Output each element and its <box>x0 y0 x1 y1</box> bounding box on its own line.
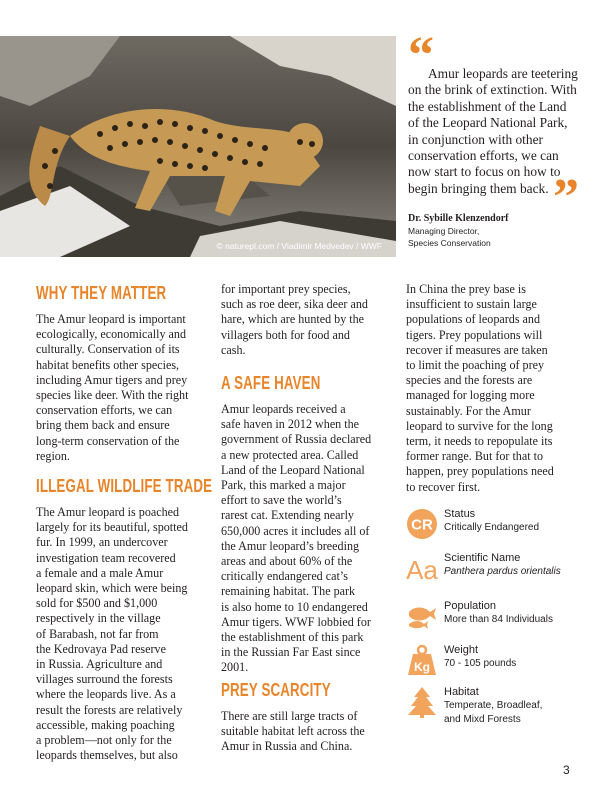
text-line: species and the forests are <box>406 373 533 388</box>
text-line: recover if measures are taken <box>406 342 548 357</box>
fact-label: Status <box>444 508 476 520</box>
svg-text:CR: CR <box>411 516 433 534</box>
text-line: leopards themselves, but also <box>36 748 178 763</box>
text-line: bring them back and ensure <box>36 418 170 433</box>
text-line: cash. <box>221 342 246 357</box>
text-line: where the leopards live. As a <box>36 687 176 702</box>
text-line: Amur leopards received a <box>221 402 346 416</box>
text-line: Amur tigers. WWF lobbied for <box>221 614 371 629</box>
fish-icon <box>406 600 438 632</box>
text-line: areas and about 60% of the <box>221 554 353 569</box>
text-line: such as roe deer, sika deer and <box>221 297 368 312</box>
text-line: The Amur leopard is important <box>36 312 186 326</box>
quote-author: Dr. Sybille Klenzendorf <box>408 213 509 224</box>
page-number: 3 <box>563 763 570 777</box>
text-line: critically endangered cat’s <box>221 569 348 584</box>
aa-letters-icon <box>406 552 438 584</box>
text-line: sustainably. For the Amur <box>406 403 531 418</box>
kg-weight-icon <box>406 644 438 676</box>
text-line: in Russia. Agriculture and <box>36 657 163 672</box>
heading-illegal-wildlife-trade: ILLEGAL WILDLIFE TRADE <box>36 476 213 496</box>
fact-value: More than 84 Individuals <box>444 614 553 625</box>
text-line: In China the prey base is <box>406 282 526 296</box>
fact-value: Temperate, Broadleaf, <box>444 700 543 711</box>
heading-a-safe-haven: A SAFE HAVEN <box>221 373 321 393</box>
text-line: 650,000 acres it includes all of <box>221 523 370 538</box>
text-line: species like deer. With the right <box>36 388 189 403</box>
svg-text:Kg: Kg <box>414 660 430 674</box>
text-line: sold for $500 and $1,000 <box>36 596 158 611</box>
open-quote-icon: “ <box>408 27 434 84</box>
quote-line: in conjunction with other <box>408 131 543 147</box>
quote-line: now start to focus on how to <box>408 164 561 180</box>
text-line: a new protected area. Called <box>221 447 359 462</box>
text-line: term, it needs to repopulate its <box>406 434 553 449</box>
text-line: to recover first. <box>406 479 481 494</box>
text-line: Land of the Leopard National <box>221 462 365 477</box>
quote-line: on the brink of extinction. With <box>408 82 577 98</box>
fact-value: Panthera pardus orientalis <box>444 566 561 577</box>
text-line: villages surround the forests <box>36 672 173 687</box>
cr-badge-icon <box>406 508 438 540</box>
text-line: a female and a male Amur <box>36 565 164 580</box>
text-line: villagers both for food and <box>221 327 350 342</box>
text-line: 2001. <box>221 660 249 675</box>
quote-line: conservation efforts, we can <box>408 148 559 164</box>
text-line: There are still large tracts of <box>221 709 358 723</box>
heading-prey-scarcity: PREY SCARCITY <box>221 680 331 700</box>
text-line: in the Russian Far East since <box>221 645 361 660</box>
quote-line: of the Leopard National Park, <box>408 115 568 131</box>
text-line: hare, which are hunted by the <box>221 312 365 327</box>
text-line: conservation efforts, we can <box>36 403 173 418</box>
text-line: for important prey species, <box>221 282 351 296</box>
text-line: ecologically, economically and <box>36 327 186 342</box>
text-line: populations of leopards and <box>406 312 541 327</box>
text-line: of Barabash, not far from <box>36 626 159 641</box>
paragraph-illegal-wildlife-trade-continued <box>221 282 368 358</box>
svg-text:Aa: Aa <box>406 555 438 584</box>
text-line: largely for its beautiful, spotted <box>36 520 188 535</box>
fact-label: Weight <box>444 644 479 656</box>
fact-value: and Mixd Forests <box>444 714 521 725</box>
text-line: respectively in the village <box>36 611 161 626</box>
text-line: Amur in Russia and China. <box>221 739 353 754</box>
text-line: the establishment of this park <box>221 630 364 645</box>
fact-label: Habitat <box>444 686 479 698</box>
fact-label: Scientific Name <box>444 552 521 564</box>
text-line: the Amur leopard’s breeding <box>221 538 360 553</box>
text-line: a problem—not only for the <box>36 733 172 748</box>
text-line: tigers. Prey populations will <box>406 327 543 342</box>
close-quote-icon: ” <box>553 169 579 226</box>
paragraph-prey-scarcity <box>221 709 365 755</box>
text-line: habitat benefits other species, <box>36 357 180 372</box>
text-line: managed for logging more <box>406 388 535 403</box>
text-line: happen, prey populations need <box>406 464 554 479</box>
quote-line: begin bringing them back. <box>408 180 549 196</box>
heading-why-they-matter: WHY THEY MATTER <box>36 283 167 303</box>
quote-line: Amur leopards are teetering <box>428 66 578 81</box>
fact-value: 70 - 105 pounds <box>444 658 517 669</box>
fact-value: Critically Endangered <box>444 522 540 533</box>
leopard-illustration <box>0 36 396 257</box>
text-line: effort to save the world’s <box>221 493 342 508</box>
text-line: suitable habitat left across the <box>221 724 365 739</box>
text-line: fur. In 1999, an undercover <box>36 535 168 550</box>
text-line: region. <box>36 448 70 463</box>
quote-author-role: Managing Director, Species Conservation <box>408 226 491 248</box>
text-line: investigation team recovered <box>36 550 176 565</box>
text-line: culturally. Conservation of its <box>36 342 180 357</box>
fact-label: Population <box>444 600 496 612</box>
text-line: long-term conservation of the <box>36 433 180 448</box>
text-line: Park, this marked a major <box>221 478 346 493</box>
photo-credit: © naturepl.com / Vladimir Medvedev / WWF <box>216 241 382 251</box>
paragraph-why-they-matter <box>36 312 188 464</box>
text-line: is also home to 10 endangered <box>221 599 368 614</box>
text-line: insufficient to sustain large <box>406 297 537 312</box>
paragraph-a-safe-haven <box>221 402 371 676</box>
leopard-photo <box>0 36 396 257</box>
text-line: rarest cat. Extending nearly <box>221 508 354 523</box>
text-line: safe haven in 2012 when the <box>221 417 360 432</box>
quote-line: the establishment of the Land <box>408 98 567 114</box>
tree-icon <box>406 686 438 718</box>
text-line: the Kedrovaya Pad reserve <box>36 641 166 656</box>
text-line: result the forests are relatively <box>36 702 183 717</box>
text-line: including Amur tigers and prey <box>36 372 188 387</box>
paragraph-prey-scarcity-continued <box>406 282 554 495</box>
paragraph-illegal-wildlife-trade <box>36 505 188 763</box>
text-line: government of Russia declared <box>221 432 372 447</box>
text-line: to limit the poaching of prey <box>406 358 545 373</box>
text-line: accessible, making poaching <box>36 717 175 732</box>
text-line: leopard to survive for the long <box>406 418 553 433</box>
text-line: leopard skin, which were being <box>36 581 188 596</box>
text-line: former range. But for that to <box>406 449 544 464</box>
text-line: remaining habitat. The park <box>221 584 356 599</box>
text-line: The Amur leopard is poached <box>36 505 180 519</box>
